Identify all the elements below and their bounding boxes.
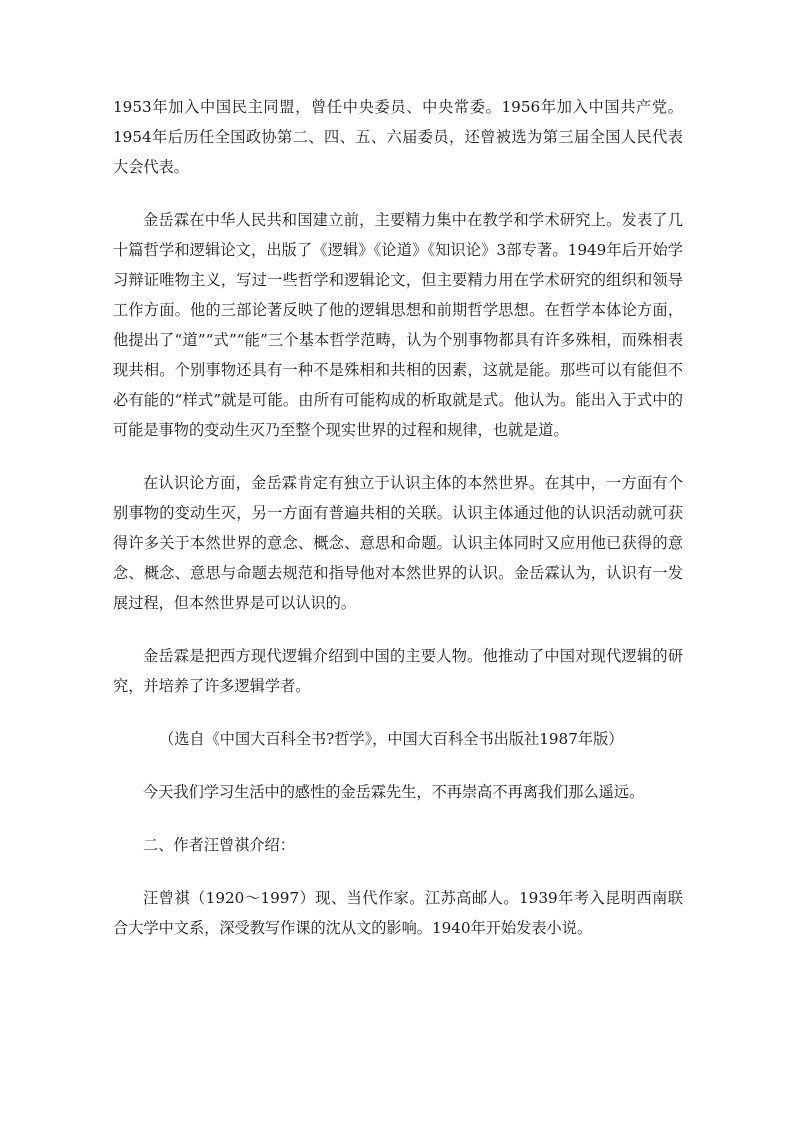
paragraph-epistemology: 在认识论方面，金岳霖肯定有独立于认识主体的本然世界。在其中，一方面有个别事物的变动生灭，另一方面有普遍共相的关联。认识主体通过他的认识活动就可获得许多关于本然世界的意念、概念、意思和命题。认识主体同时又应用他已获得的意念、概念、意思与命题去规范和指导他对本然世界的认识。金岳霖认为，认识有一发展过程，但本然世界是可以认识的。: [113, 474, 683, 612]
paragraph-logic-contribution: 金岳霖是把西方现代逻辑介绍到中国的主要人物。他推动了中国对现代逻辑的研究，并培养了许多逻辑学者。: [113, 647, 683, 695]
paragraph-source-citation: （选自《中国大百科全书?哲学》，中国大百科全书出版社1987年版）: [159, 730, 624, 748]
paragraph-today-reflection: 今天我们学习生活中的感性的金岳霖先生，不再崇高不再离我们那么遥远。: [143, 783, 645, 801]
paragraph-wang-zengqi-bio: 汪曾祺（1920～1997）现、当代作家。江苏高邮人。1939年考入昆明西南联合大学中文系，深受教写作课的沈从文的影响。1940年开始发表小说。: [113, 889, 683, 937]
section-heading-author-intro: 二、作者汪曾祺介绍：: [143, 836, 295, 854]
paragraph-membership: 1953年加入中国民主同盟，曾任中央委员、中央常委。1956年加入中国共产党。1954年后历任全国政协第二、四、五、六届委员，还曾被选为第三届全国人民代表大会代表。: [113, 98, 683, 176]
paragraph-academic-work: 金岳霖在中华人民共和国建立前，主要精力集中在教学和学术研究上。发表了几十篇哲学和逻辑论文，出版了《逻辑》《论道》《知识论》3部专著。1949年后开始学习辩证唯物主义，写过一些哲学和逻辑论文，但主要精力用在学术研究的组织和领导工作方面。他的三部论著反映了他的逻辑思想和前期哲学思想。在哲学本体论方面，他提出了“道”“式”“能”三个基本哲学范畴，认为个别事物都具有许多殊相，而殊相表现共相。个别事物还具有一种不是殊相和共相的因素，这就是能。那些可以有能但不必有能的“样式”就是可能。由所有可能构成的析取就是式。他认为。能出入于式中的可能是事物的变动生灭乃至整个现实世界的过程和规律，也就是道。: [113, 211, 683, 439]
document-page: [113, 92, 683, 943]
